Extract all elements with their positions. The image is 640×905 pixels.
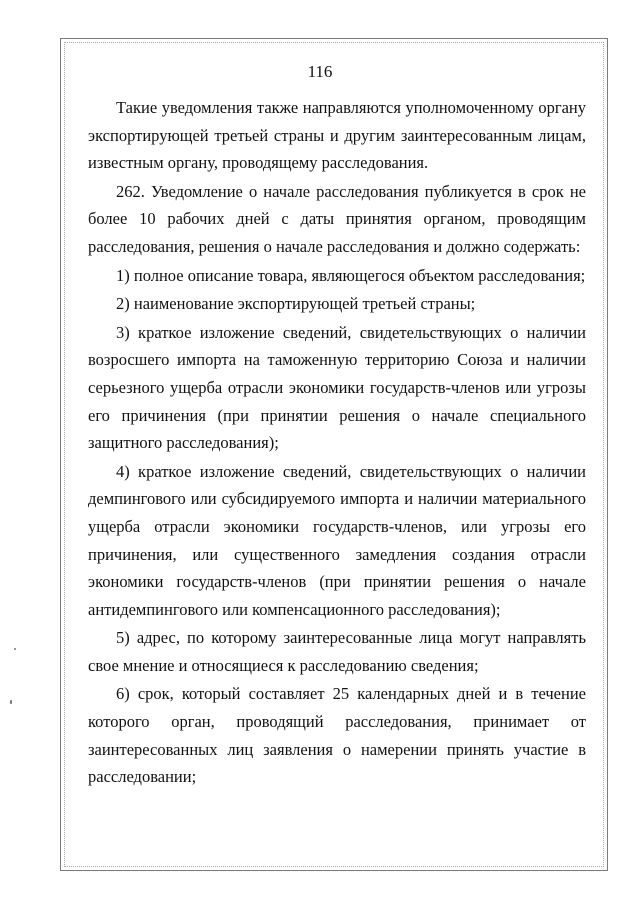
scan-artifact: [14, 648, 16, 650]
paragraph-262: 262. Уведомление о начале расследования публикуется в срок не более 10 рабочих дней с даты принятия органом, проводящим расследования, решения о начале расследования и должно содержать:: [88, 181, 586, 256]
scan-artifact: [10, 700, 12, 704]
page-number: 116: [307, 62, 333, 81]
paragraph-notification-recipients: Такие уведомления также направляются уполномоченному органу экспортирующей третьей страны и другим заинтересованным лицам, известным органу, проводящему расследования.: [88, 98, 586, 173]
list-item-2: 2) наименование экспортирующей третьей страны;: [116, 294, 476, 314]
list-item-4: 4) краткое изложение сведений, свидетельствующих о наличии демпингового или субсидируемого импорта и наличии материального ущерба отрасли экономики государств-членов, или угрозы его причинения, или существенного замедления создания отрасли экономики государств-членов (при принятии решения о начале антидемпингового или компенсационного расследования);: [88, 461, 586, 619]
document-body: [88, 94, 586, 791]
list-item-3: 3) краткое изложение сведений, свидетельствующих о наличии возросшего импорта на таможенную территорию Союза и наличии серьезного ущерба отрасли экономики государств-членов или угрозы его причинения (при принятии решения о начале специального защитного расследования);: [88, 322, 586, 453]
list-item-6: 6) срок, который составляет 25 календарных дней и в течение которого орган, проводящий расследования, принимает от заинтересованных лиц заявления о намерении принять участие в расследовании;: [88, 684, 586, 787]
list-item-1: 1) полное описание товара, являющегося объектом расследования;: [116, 265, 586, 285]
list-item-5: 5) адрес, по которому заинтересованные лица могут направлять свое мнение и относящиеся к расследованию сведения;: [88, 628, 586, 675]
